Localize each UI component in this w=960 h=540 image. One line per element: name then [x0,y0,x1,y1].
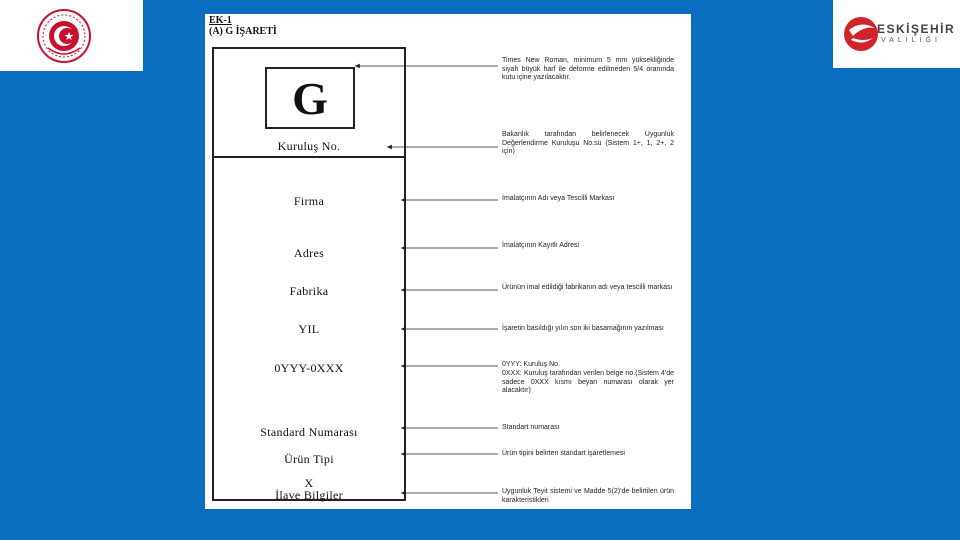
desc-g: Times New Roman, minimum 5 mm yüksekliğinde siyah büyük harf ile deforme edilmeden 5/4 oranında kutu içine yazılacaktır. [502,57,674,82]
eskisehir-logo-box [833,0,960,68]
desc-ilave: Uygunluk Teyit sistemi ve Madde 5(2)'de belirtilen ürün karakteristikleri [502,488,674,504]
field-ilave-bilgiler: İlave Bilgiler [275,488,343,502]
field-fabrika: Fabrika [289,284,329,298]
g-letter: G [292,73,328,124]
desc-yil: İşaretin basıldığı yılın son iki basamağının yazılması [502,325,664,332]
field-adres: Adres [293,246,325,260]
desc-standard: Standart numarası [502,424,560,431]
field-kurulus-no: Kuruluş No. [277,139,341,153]
eskisehir-emblem-icon [841,10,881,58]
field-urun-tipi: Ürün Tipi [284,452,334,466]
ministry-seal-icon [36,8,92,64]
desc-kurulus: Bakanlık tarafından belirlenecek Uygunluk Değerlendirme Kuruluşu No.su (Sistem 1+, 1, 2+, 2 için) [502,131,674,156]
desc-fabrika: Ürünün imal edildiği fabrikanın adı veya tescilli markası [502,284,673,291]
field-yil: YIL [298,322,320,336]
desc-firma: İmalatçının Adı veya Tescilli Markası [502,195,615,202]
field-firma: Firma [293,194,325,208]
desc-adres: İmalatçının Kayıtlı Adresi [502,242,580,249]
field-standard-numarasi: Standard Numarası [260,425,358,439]
eskisehir-logo [841,10,956,58]
desc-kod-1: 0YYY: Kuruluş No. [502,361,560,368]
eskisehir-sub-text: VALİLİĞİ [881,37,941,44]
g-mark-document [205,14,691,509]
field-kod: 0YYY-0XXX [274,361,344,375]
desc-urun: Ürün tipini belirten standart işaretlemesi [502,450,625,457]
ministry-logo-box [0,0,143,71]
connector-arrows [205,14,691,509]
section-title: (A) G İŞARETİ [209,26,277,37]
field-x: X [304,476,314,490]
desc-kod-2: 0XXX: Kuruluş tarafından verilen belge no.(Sistem 4'de sadece 0XXX kısmı beyan numarası olarak yer alacaktır) [502,370,674,395]
eskisehir-brand-text: ESKİŞEHİR [877,22,956,36]
annex-label: EK-1 [209,15,232,26]
